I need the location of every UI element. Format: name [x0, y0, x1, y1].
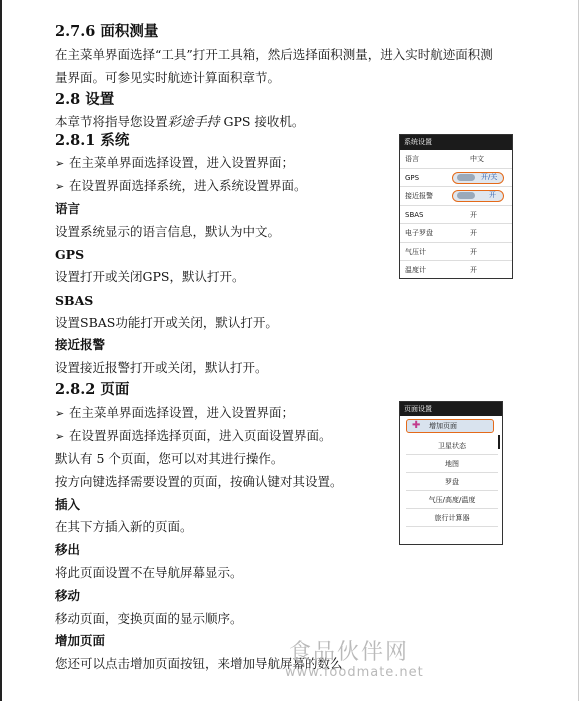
setting-value: 开: [470, 210, 477, 219]
toggle-knob: [457, 174, 475, 181]
setting-label: 温度计: [405, 266, 426, 274]
language-text: 设置系统显示的语言信息，默认为中文。: [55, 224, 281, 239]
move-heading: 移动: [55, 588, 81, 603]
page-item-map: 地图: [406, 456, 498, 473]
scrollbar-indicator: [498, 435, 500, 449]
setting-label: 接近报警: [405, 192, 433, 200]
watermark: [285, 641, 424, 681]
setting-row-barometer: [400, 243, 512, 262]
setting-label: 语言: [405, 155, 419, 163]
gps-toggle: [452, 172, 504, 184]
page-item-pressure: 气压/高度/温度: [406, 492, 498, 509]
sbas-text: 设置SBAS功能打开或关闭，默认打开。: [55, 315, 278, 330]
insert-text: 在其下方插入新的页面。: [55, 519, 193, 534]
bullet-page-2: ➢ 在设置界面选择选择页面，进入页面设置界面。: [55, 428, 332, 445]
sbas-heading: SBAS: [55, 293, 94, 308]
remove-text: 将此页面设置不在导航屏幕显示。: [55, 565, 243, 580]
setting-value: 开: [470, 247, 477, 256]
page-item-satellite: 卫星状态: [406, 438, 498, 455]
section-2-8-intro: [55, 114, 304, 131]
section-2-7-6-line2: 量界面。可参见实时航迹计算面积章节。: [55, 70, 281, 85]
gps-heading: GPS: [55, 247, 85, 262]
remove-heading: 移出: [55, 542, 81, 557]
section-2-8-1-title: 2.8.1 系统: [55, 132, 130, 149]
setting-value: 开: [470, 266, 477, 274]
section-2-7-6-title: 2.7.6 面积测量: [55, 23, 159, 40]
proximity-alarm-text: 设置接近报警打开或关闭，默认打开。: [55, 360, 268, 375]
watermark-cn: 食品伙伴网: [289, 640, 410, 665]
setting-label: 电子罗盘: [405, 229, 433, 237]
setting-row-language: [400, 150, 512, 169]
plus-icon: ✚: [412, 420, 421, 431]
setting-row-gps: [400, 169, 512, 188]
system-settings-titlebar: 系统设置: [400, 135, 512, 150]
setting-row-sbas: [400, 206, 512, 225]
insert-heading: 插入: [55, 497, 81, 512]
section-2-7-6-line1: 在主菜单界面选择“工具”打开工具箱，然后选择面积测量，进入实时航迹面积测: [55, 47, 493, 62]
add-page-heading: 增加页面: [55, 633, 106, 648]
gps-text: 设置打开或关闭GPS，默认打开。: [55, 269, 245, 284]
page-left-border: [0, 0, 2, 701]
add-page-button: [406, 419, 494, 433]
page-settings-titlebar: 页面设置: [400, 402, 502, 416]
page-settings-screenshot: [399, 401, 503, 545]
bullet-system-2: ➢ 在设置界面选择系统，进入系统设置界面。: [55, 178, 307, 195]
watermark-url: www.foodmate.net: [285, 665, 424, 680]
system-settings-screenshot: [399, 134, 513, 279]
setting-label: SBAS: [405, 210, 424, 219]
proximity-toggle: [452, 190, 504, 202]
page-item-trip-computer: 旅行计算器: [406, 510, 498, 527]
page-item-compass: 罗盘: [406, 474, 498, 491]
setting-value: 中文: [470, 155, 484, 163]
setting-value: 开: [470, 229, 477, 237]
section-2-8-title: 2.8 设置: [55, 91, 115, 108]
bullet-page-1: ➢ 在主菜单界面选择设置，进入设置界面；: [55, 405, 294, 422]
add-page-text: 您还可以点击增加页面按钮，来增加导航屏幕的数么: [55, 656, 343, 671]
toggle-label: 开/关: [481, 172, 498, 181]
page-default-text: 默认有 5 个页面，您可以对其进行操作。: [55, 451, 284, 466]
setting-row-thermometer: [400, 261, 512, 280]
proximity-alarm-heading: 接近报警: [55, 337, 106, 352]
setting-row-compass: [400, 224, 512, 243]
intro-text-end: GPS 接收机。: [219, 114, 305, 129]
bullet-system-1: ➢ 在主菜单界面选择设置，进入设置界面；: [55, 155, 294, 172]
setting-label: 气压计: [405, 247, 426, 256]
language-heading: 语言: [55, 201, 81, 216]
brand-name: 彩途手持: [167, 115, 220, 130]
move-text: 移动页面，变换页面的显示顺序。: [55, 611, 243, 626]
page-select-text: 按方向键选择需要设置的页面，按确认键对其设置。: [55, 474, 343, 489]
intro-text: 本章节将指导您设置: [55, 114, 168, 129]
setting-label: GPS: [405, 173, 420, 182]
setting-row-proximity: [400, 187, 512, 206]
toggle-knob: [457, 192, 475, 199]
add-page-label: 增加页面: [429, 422, 457, 430]
section-2-8-2-title: 2.8.2 页面: [55, 381, 130, 398]
toggle-label: 开: [489, 191, 496, 199]
